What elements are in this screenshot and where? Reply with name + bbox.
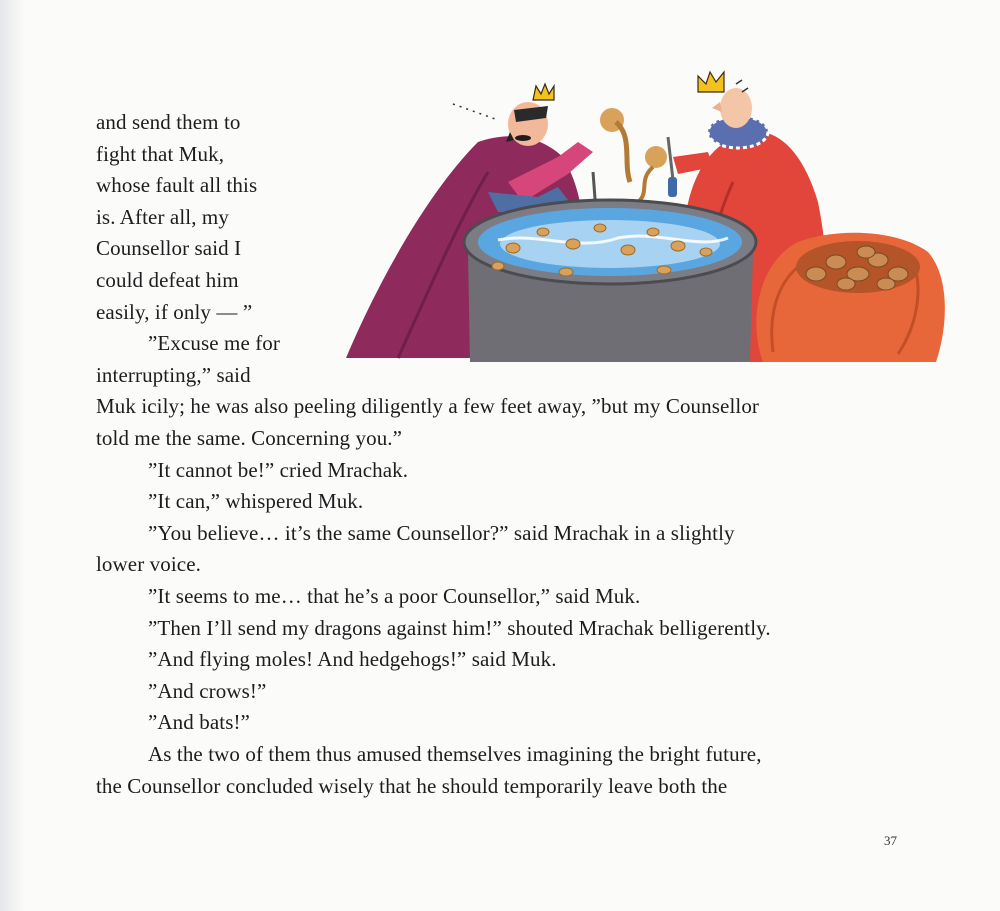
text-line: could defeat him xyxy=(96,268,239,292)
kings-peeling-potatoes-illustration xyxy=(338,62,950,362)
text-line: ”It seems to me… that he’s a poor Counsellor,” said Muk. xyxy=(148,584,641,608)
text-line: Muk icily; he was also peeling diligently a few feet away, ”but my Counsellor xyxy=(96,394,760,419)
text-line: whose fault all this xyxy=(96,173,258,198)
right-king-crown xyxy=(698,72,724,92)
text-line: ”You believe… it’s the same Counsellor?” said Mrachak in a slightly xyxy=(148,520,735,545)
text-line: and send them to xyxy=(96,110,241,134)
potato-peel-left xyxy=(616,122,630,182)
left-king-crown xyxy=(533,84,554,100)
text-line: ”And flying moles! And hedgehogs!” said Muk. xyxy=(148,647,557,672)
text-line: easily, if only — ” xyxy=(96,299,253,324)
text-line: the Counsellor concluded wisely that he should temporarily leave both the xyxy=(96,773,728,798)
page-gutter-shadow xyxy=(0,0,24,911)
text-line: told me the same. Concerning you.” xyxy=(96,426,403,450)
text-line: ”It cannot be!” cried Mrachak. xyxy=(148,457,409,482)
right-king-head xyxy=(720,88,752,128)
text-line: fight that Muk, xyxy=(96,141,225,166)
text-line: ”And crows!” xyxy=(148,678,267,703)
page-number: 37 xyxy=(884,833,897,848)
text-line: ”And bats!” xyxy=(148,710,250,735)
text-line: As the two of them thus amused themselves imagining the bright future, xyxy=(148,742,762,766)
text-line: ”Excuse me for xyxy=(148,331,281,356)
text-line: Counsellor said I xyxy=(96,236,242,261)
text-line: lower voice. xyxy=(96,552,201,577)
text-line: ”Then I’ll send my dragons against him!” shouted Mrachak belligerently. xyxy=(148,615,771,640)
text-line: interrupting,” said xyxy=(96,362,251,387)
potato-peel-right xyxy=(638,167,653,202)
text-line: is. After all, my xyxy=(96,204,229,229)
text-line: ”It can,” whispered Muk. xyxy=(148,489,364,514)
